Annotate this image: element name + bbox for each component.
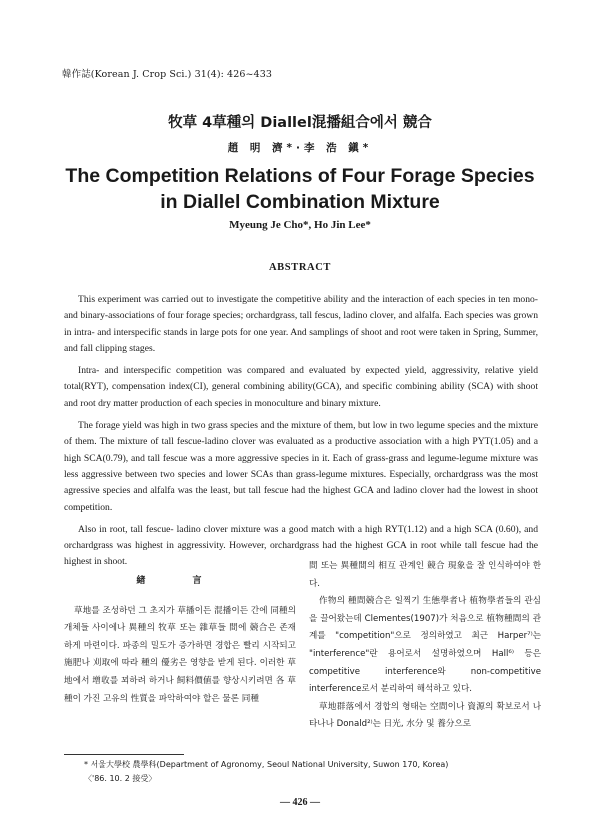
abstract-paragraph-2: Intra- and interspecific competition was compared and evaluated by expected yield, aggressivity, relative yield total(RYT), compensation index(CI), general combining ability(GCA), and specific combining ability (SCA) with shoot and root dry matter production of each species in monoculture and binary mixture. — [64, 365, 538, 409]
abstract-heading: ABSTRACT — [269, 262, 331, 273]
english-authors: Myeung Je Cho*, Ho Jin Lee* — [229, 219, 371, 231]
korean-authors: 趙 明 濟*·李 浩 鎭* — [227, 142, 373, 154]
abstract-paragraph-3: The forage yield was high in two grass species and the mixture of them, but low in two legume species and the mixture of them. The mixture of tall fescue-ladino clover was evaluated as a productive association with a high PYT(1.05) and a high SCA(0.79), and tall fescue was a more aggressive species in it. Each of grass-grass and legume-legume mixture was less aggressive between two species and lower SCAs than grass-legume mixtures. Especially, orchardgrass was the most agressive species and alfalfa was the least, but tall fescue had the highest GCA and ladino clover had the lowest in shoot competition. — [64, 420, 538, 513]
abstract-paragraph-4: Also in root, tall fescue- ladino clover mixture was a good match with a high RYT(1.12) and a high SCA (0.60), and orchardgrass was highest in aggressivity. However, orchardgrass had the highest GCA in root while tall fescue had the highest in shoot. — [64, 523, 538, 568]
body-right-column — [309, 558, 541, 734]
english-title — [0, 163, 600, 215]
introduction-heading: 緖 言 — [136, 576, 224, 586]
footnote-received-date: 〈'86. 10. 2 接受〉 — [84, 773, 157, 783]
body-left-column — [64, 573, 296, 708]
page-number: — 426 — — [280, 797, 320, 808]
journal-citation: 韓作誌(Korean J. Crop Sci.) 31(4): 426~433 — [62, 69, 272, 80]
intro-paragraph-continued: 間 또는 異種間의 相互 관계인 競合 現象을 잘 인식하여야 한다. — [309, 561, 541, 589]
abstract-body — [64, 292, 538, 577]
footnote-affiliation: * 서울大學校 農學科(Department of Agronomy, Seoul National University, Suwon 170, Korea) — [84, 760, 449, 769]
english-title-line-1: The Competition Relations of Four Forage Species — [65, 165, 535, 187]
abstract-paragraph-1: This experiment was carried out to investigate the competitive ability and the interaction of each species in ten mono-and binary-associations of four forage species; orchardgrass, tall fescus, ladino clover, and alfalfa. Each species was grown in intra- and interspecific stands in large pots for one year. And samplings of shoot and root were taken in Spring, Summer, and fall clipping stages. — [64, 294, 538, 354]
intro-paragraph-2: 作物의 種間競合은 일찍기 生態學者나 植物學者들의 관심을 끌어왔는데 Clementes(1907)가 처음으로 植物種間의 관계를 "competition"으로 정의하였고 최근 Harper⁷⁾는 "interference"란 용어로서 설명하였으며 Hall⁶⁾ 등은 competitive interference와 non-competitive interference로서 분리하여 해석하고 있다. — [309, 596, 541, 695]
intro-paragraph-1: 草地를 조성하던 그 초지가 草播이든 混播이든 간에 同種의 개체들 사이에나 異種의 牧草 또는 雜草들 間에 競合은 존재하게 마련이다. 파종의 밀도가 증가하면 경합은 빨리 시작되고 施肥나 刈取에 따라 種의 優劣은 영향을 받게 된다. 이러한 草地에서 增收를 꾀하려 하거나 飼料價値를 향상시키려면 各 草種이 가진 고유의 性質을 파악하여야 할은 물론 同種 — [64, 605, 296, 704]
english-title-line-2: in Diallel Combination Mixture — [160, 191, 440, 213]
korean-title: 牧草 4草種의 Diallel混播組合에서 競合 — [168, 115, 432, 131]
intro-paragraph-3: 草地群落에서 경합의 형태는 空間이나 資源의 확보로서 나타나나 Donald²⁾는 日光, 水分 및 養分으로 — [309, 701, 541, 730]
footnote-divider — [64, 754, 184, 755]
footnote — [84, 758, 544, 785]
